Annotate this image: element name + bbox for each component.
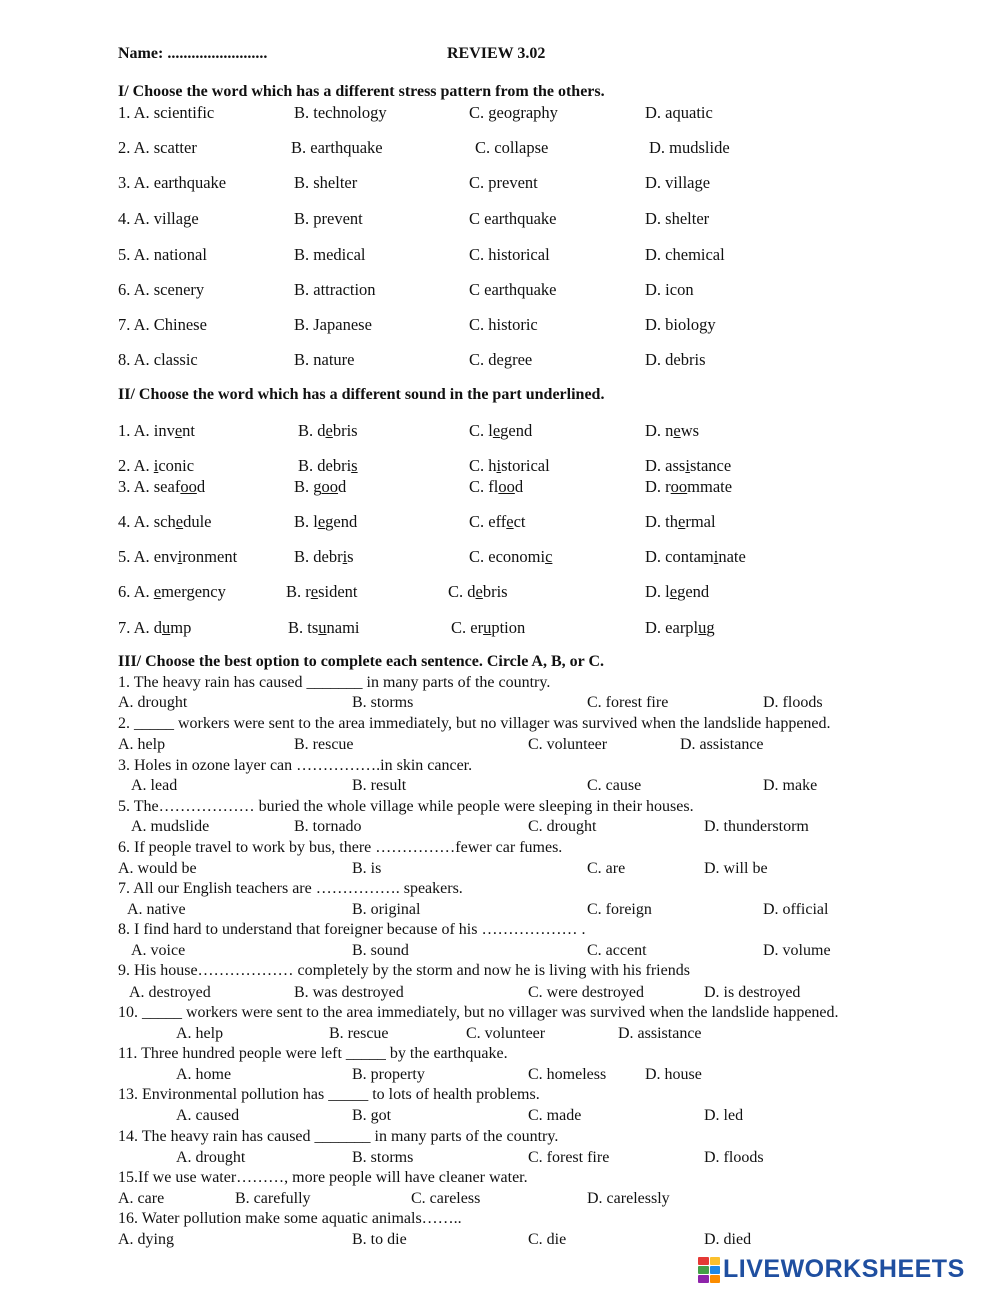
- question-text: 2. _____ workers were sent to the area immediately, but no villager was survived when the landslide happened.: [118, 715, 831, 732]
- option-text[interactable]: C earthquake: [469, 280, 557, 299]
- underlined-part: u: [162, 618, 171, 637]
- stress-question-row: [0, 315, 1000, 337]
- answer-option[interactable]: C. volunteer: [528, 736, 608, 753]
- option-text[interactable]: B. resident: [286, 582, 358, 601]
- section-3-title: III/ Choose the best option to complete each sentence. Circle A, B, or C.: [118, 653, 605, 670]
- liveworksheets-logo: [698, 1255, 965, 1284]
- option-text[interactable]: D. roommate: [645, 477, 733, 496]
- option-text[interactable]: 3. A. earthquake: [118, 173, 227, 192]
- option-text[interactable]: C. legend: [469, 421, 533, 440]
- answer-option[interactable]: D. is destroyed: [704, 984, 801, 1001]
- stress-question-row: [0, 350, 1000, 372]
- sound-question-row: [0, 547, 1000, 569]
- answer-option[interactable]: C. foreign: [587, 901, 652, 918]
- logo-square: [710, 1257, 721, 1265]
- answer-option[interactable]: A. home: [176, 1066, 232, 1083]
- underlined-part: e: [678, 512, 686, 531]
- option-text[interactable]: 1. A. invent: [118, 421, 196, 440]
- answer-option[interactable]: B. sound: [352, 942, 409, 959]
- underlined-part: e: [492, 421, 501, 440]
- option-text[interactable]: D. icon: [645, 280, 694, 299]
- answer-option[interactable]: C. forest fire: [587, 694, 669, 711]
- answer-option[interactable]: B. result: [352, 777, 407, 794]
- answer-option[interactable]: B. original: [352, 901, 421, 918]
- underlined-part: e: [669, 582, 678, 601]
- underlined-part: c: [545, 547, 553, 566]
- question-text: 1. The heavy rain has caused _______ in many parts of the country.: [118, 674, 551, 691]
- option-text[interactable]: B. tsunami: [288, 618, 360, 637]
- answer-option[interactable]: D. led: [704, 1107, 744, 1124]
- answer-option[interactable]: A. mudslide: [131, 818, 210, 835]
- option-text[interactable]: D. chemical: [645, 245, 725, 264]
- underlined-part: i: [713, 547, 719, 566]
- option-text[interactable]: 7. A. dump: [118, 618, 192, 637]
- page-title: REVIEW 3.02: [447, 45, 546, 62]
- sound-question-row: [0, 477, 1000, 499]
- option-text[interactable]: C. eruption: [451, 618, 526, 637]
- underlined-part: oo: [498, 477, 515, 496]
- option-text[interactable]: 6. A. emergency: [118, 582, 226, 601]
- option-text[interactable]: D. aquatic: [645, 103, 713, 122]
- option-text[interactable]: C. geography: [469, 103, 558, 122]
- underlined-part: e: [153, 582, 162, 601]
- logo-square: [710, 1275, 721, 1283]
- underlined-part: e: [325, 421, 333, 440]
- answer-option[interactable]: B. tornado: [294, 818, 362, 835]
- logo-text: LIVEWORKSHEETS: [723, 1255, 965, 1283]
- question-text: 3. Holes in ozone layer can …………….in skin cancer.: [118, 757, 473, 774]
- underlined-part: oo: [670, 477, 688, 496]
- option-text[interactable]: 4. A. village: [118, 209, 199, 228]
- section-2-title: II/ Choose the word which has a different sound in the part underlined.: [118, 386, 605, 403]
- option-text[interactable]: D. debris: [645, 350, 706, 369]
- stress-question-row: [0, 280, 1000, 302]
- option-text[interactable]: C. collapse: [475, 138, 549, 157]
- option-text[interactable]: B. prevent: [294, 209, 363, 228]
- answer-option[interactable]: C. careless: [411, 1190, 481, 1207]
- underlined-part: oo: [321, 477, 339, 496]
- underlined-part: i: [685, 456, 690, 475]
- answer-option[interactable]: C. die: [528, 1231, 567, 1248]
- option-text[interactable]: 4. A. schedule: [118, 512, 212, 531]
- option-text[interactable]: 8. A. classic: [118, 350, 198, 369]
- stress-question-row: [0, 138, 1000, 160]
- answer-option[interactable]: D. floods: [763, 694, 823, 711]
- option-text[interactable]: B. Japanese: [294, 315, 372, 334]
- answer-option[interactable]: A. drought: [176, 1149, 246, 1166]
- option-text[interactable]: D. earplug: [645, 618, 715, 637]
- underlined-part: i: [177, 547, 183, 566]
- option-text[interactable]: C. debris: [448, 582, 508, 601]
- answer-option[interactable]: D. assistance: [680, 736, 764, 753]
- stress-question-row: [0, 245, 1000, 267]
- option-text[interactable]: B. shelter: [294, 173, 358, 192]
- logo-square: [698, 1266, 709, 1274]
- underlined-part: e: [174, 421, 183, 440]
- option-text[interactable]: D. mudslide: [649, 138, 730, 157]
- answer-option[interactable]: A. destroyed: [129, 984, 211, 1001]
- answer-option[interactable]: B. storms: [352, 1149, 414, 1166]
- sound-question-row: [0, 618, 1000, 640]
- option-text[interactable]: C. historical: [469, 245, 550, 264]
- option-text[interactable]: 5. A. national: [118, 245, 207, 264]
- option-text[interactable]: C. economic: [469, 547, 553, 566]
- option-text[interactable]: B. debris: [294, 547, 354, 566]
- answer-option[interactable]: D. assistance: [618, 1025, 702, 1042]
- answer-option[interactable]: A. drought: [118, 694, 188, 711]
- name-label: Name: .........................: [118, 45, 268, 62]
- answer-option[interactable]: D. will be: [704, 860, 768, 877]
- answer-option[interactable]: C. volunteer: [466, 1025, 546, 1042]
- question-text: 6. If people travel to work by bus, there ……………fewer car fumes.: [118, 839, 563, 856]
- question-text: 11. Three hundred people were left _____ by the earthquake.: [118, 1045, 508, 1062]
- underlined-part: s: [351, 456, 358, 475]
- answer-option[interactable]: C. are: [587, 860, 626, 877]
- answer-option[interactable]: A. lead: [131, 777, 178, 794]
- question-text: 15.If we use water………, more people will have cleaner water.: [118, 1169, 528, 1186]
- option-text[interactable]: D. news: [645, 421, 700, 440]
- option-text[interactable]: B. earthquake: [291, 138, 383, 157]
- answer-option[interactable]: B. rescue: [294, 736, 354, 753]
- option-text[interactable]: B. debris: [298, 421, 358, 440]
- answer-option[interactable]: A. help: [176, 1025, 224, 1042]
- question-text: 7. All our English teachers are ……………. speakers.: [118, 880, 463, 897]
- underlined-part: e: [475, 582, 483, 601]
- option-text[interactable]: 3. A. seafood: [118, 477, 206, 496]
- option-text[interactable]: B. good: [294, 477, 347, 496]
- answer-option[interactable]: A. would be: [118, 860, 197, 877]
- option-text[interactable]: D. shelter: [645, 209, 710, 228]
- option-text[interactable]: C. flood: [469, 477, 524, 496]
- question-text: 16. Water pollution make some aquatic animals……..: [118, 1210, 462, 1227]
- answer-option[interactable]: C. drought: [528, 818, 597, 835]
- logo-square: [698, 1257, 709, 1265]
- underlined-part: e: [506, 512, 514, 531]
- logo-square: [710, 1266, 721, 1274]
- underlined-part: e: [317, 512, 326, 531]
- answer-option[interactable]: A. voice: [131, 942, 186, 959]
- underlined-part: e: [175, 512, 184, 531]
- option-text[interactable]: D. thermal: [645, 512, 716, 531]
- sound-question-row: [0, 582, 1000, 604]
- stress-question-row: [0, 173, 1000, 195]
- answer-option[interactable]: B. is: [352, 860, 382, 877]
- option-text[interactable]: C. historic: [469, 315, 538, 334]
- option-text[interactable]: B. attraction: [294, 280, 376, 299]
- sound-question-row: [0, 456, 1000, 478]
- answer-option[interactable]: D. carelessly: [587, 1190, 670, 1207]
- answer-option[interactable]: C. forest fire: [528, 1149, 610, 1166]
- answer-option[interactable]: B. storms: [352, 694, 414, 711]
- underlined-part: i: [496, 456, 502, 475]
- answer-option[interactable]: B. got: [352, 1107, 392, 1124]
- question-text: 14. The heavy rain has caused _______ in many parts of the country.: [118, 1128, 559, 1145]
- underlined-part: oo: [180, 477, 197, 496]
- option-text[interactable]: B. legend: [294, 512, 358, 531]
- option-text[interactable]: C earthquake: [469, 209, 557, 228]
- sound-question-row: [0, 421, 1000, 443]
- option-text[interactable]: C. degree: [469, 350, 533, 369]
- option-text[interactable]: 5. A. environment: [118, 547, 238, 566]
- option-text[interactable]: D. village: [645, 173, 711, 192]
- answer-option[interactable]: D. volume: [763, 942, 831, 959]
- question-text: 13. Environmental pollution has _____ to lots of health problems.: [118, 1086, 540, 1103]
- option-text[interactable]: D. contaminate: [645, 547, 746, 566]
- option-text[interactable]: C. effect: [469, 512, 526, 531]
- answer-option[interactable]: D. thunderstorm: [704, 818, 809, 835]
- answer-option[interactable]: B. property: [352, 1066, 425, 1083]
- answer-option[interactable]: D. official: [763, 901, 829, 918]
- answer-option[interactable]: B. carefully: [235, 1190, 311, 1207]
- stress-question-row: [0, 103, 1000, 125]
- stress-question-row: [0, 209, 1000, 231]
- sound-question-row: [0, 512, 1000, 534]
- option-text[interactable]: 2. A. scatter: [118, 138, 197, 157]
- answer-option[interactable]: D. died: [704, 1231, 752, 1248]
- option-text[interactable]: B. debris: [298, 456, 358, 475]
- underlined-part: u: [318, 618, 327, 637]
- answer-option[interactable]: D. house: [645, 1066, 702, 1083]
- option-text[interactable]: B. medical: [294, 245, 366, 264]
- question-text: 8. I find hard to understand that foreigner because of his ……………… .: [118, 921, 586, 938]
- underlined-part: e: [673, 421, 681, 440]
- question-text: 10. _____ workers were sent to the area immediately, but no villager was survived when the landslide happened.: [118, 1004, 839, 1021]
- answer-option[interactable]: C. made: [528, 1107, 582, 1124]
- answer-option[interactable]: A. native: [127, 901, 186, 918]
- answer-option[interactable]: A. care: [118, 1190, 165, 1207]
- underlined-part: u: [698, 618, 707, 637]
- answer-option[interactable]: A. help: [118, 736, 166, 753]
- option-text[interactable]: C. historical: [469, 456, 550, 475]
- answer-option[interactable]: B. rescue: [329, 1025, 389, 1042]
- answer-option[interactable]: A. dying: [118, 1231, 174, 1248]
- option-text[interactable]: D. legend: [645, 582, 710, 601]
- option-text[interactable]: 6. A. scenery: [118, 280, 205, 299]
- answer-option[interactable]: C. were destroyed: [528, 984, 644, 1001]
- option-text[interactable]: D. biology: [645, 315, 716, 334]
- option-text[interactable]: D. assistance: [645, 456, 732, 475]
- answer-option[interactable]: C. accent: [587, 942, 647, 959]
- answer-option[interactable]: D. floods: [704, 1149, 764, 1166]
- underlined-part: u: [483, 618, 492, 637]
- answer-option[interactable]: B. was destroyed: [294, 984, 404, 1001]
- option-text[interactable]: B. technology: [294, 103, 387, 122]
- answer-option[interactable]: D. make: [763, 777, 818, 794]
- question-text: 5. The……………… buried the whole village while people were sleeping in their houses.: [118, 798, 694, 815]
- underlined-part: i: [153, 456, 159, 475]
- option-text[interactable]: 7. A. Chinese: [118, 315, 207, 334]
- underlined-part: i: [342, 547, 348, 566]
- option-text[interactable]: C. prevent: [469, 173, 538, 192]
- logo-square: [698, 1275, 709, 1283]
- answer-option[interactable]: B. to die: [352, 1231, 407, 1248]
- answer-option[interactable]: C. cause: [587, 777, 642, 794]
- question-text: 9. His house……………… completely by the storm and now he is living with his friends: [118, 962, 690, 979]
- option-text[interactable]: B. nature: [294, 350, 355, 369]
- answer-option[interactable]: A. caused: [176, 1107, 240, 1124]
- liveworksheets-logo-icon: [698, 1257, 720, 1283]
- underlined-part: e: [310, 582, 319, 601]
- answer-option[interactable]: C. homeless: [528, 1066, 607, 1083]
- option-text[interactable]: 2. A. iconic: [118, 456, 195, 475]
- option-text[interactable]: 1. A. scientific: [118, 103, 215, 122]
- section-1-title: I/ Choose the word which has a different stress pattern from the others.: [118, 83, 605, 100]
